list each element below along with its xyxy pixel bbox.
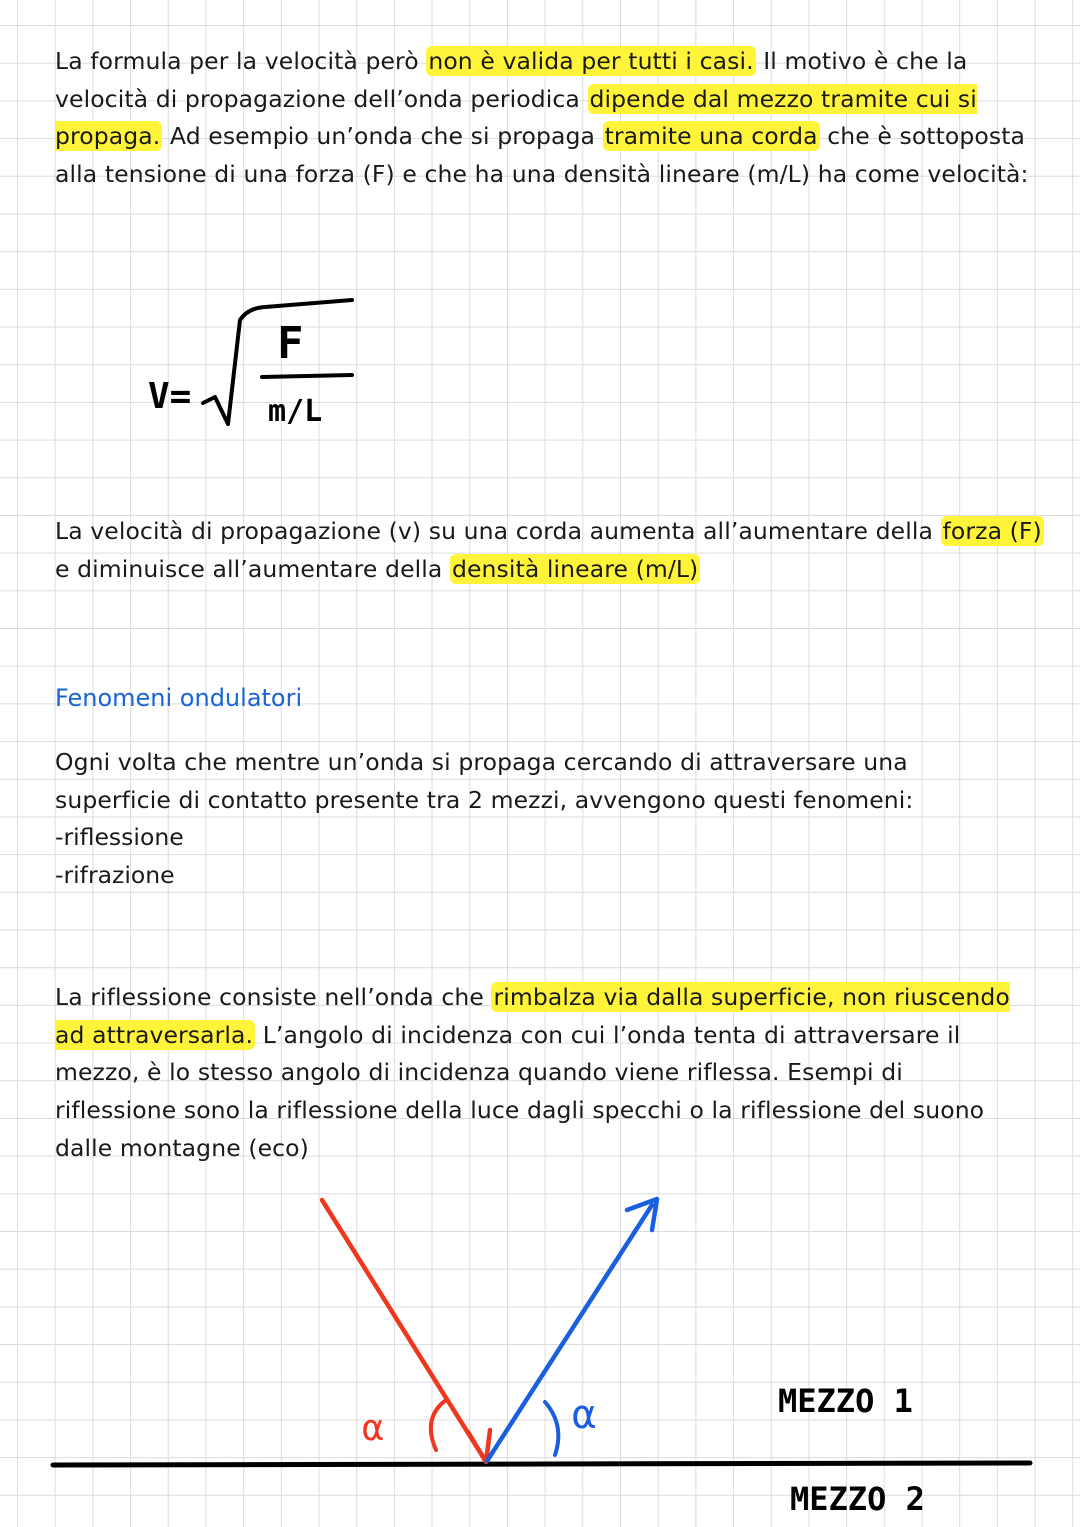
reflected-angle-arc [545, 1402, 558, 1455]
formula-lhs: V= [148, 376, 192, 417]
paragraph-velocity-dependence: La velocità di propagazione (v) su una corda aumenta all’aumentare della forza (F) e diminuisce all’aumentare della densità lineare (m/L) [55, 517, 1042, 583]
paragraph-reflection: La riflessione consiste nell’onda che rimbalza via dalla superficie, non riuscendo ad attraversarla. L’angolo di incidenza con cui l’onda tenta di attraversare il mezzo, è lo stesso angolo di incidenza quando viene riflessa. Esempi di riflessione sono la riflessione della luce dagli specchi o la riflessione del suono dalle montagne (eco) [55, 983, 1010, 1162]
paragraph-velocity-validity: La formula per la velocità però non è valida per tutti i casi. Il motivo è che la velocità di propagazione dell’onda periodica dipende dal mezzo tramite cui si propaga. Ad esempio un’onda che si propaga tramite una corda che è sottoposta alla tensione di una forza (F) e che ha una densità lineare (m/L) ha come velocità: [55, 47, 1029, 189]
highlight-depends-medium: dipende dal mezzo tramite cui si propaga. [55, 84, 977, 151]
highlight-not-valid: non è valida per tutti i casi. [428, 47, 754, 75]
angle-label-incident: α [362, 1408, 384, 1449]
incident-ray [322, 1200, 485, 1460]
incident-arrowhead [468, 1430, 490, 1462]
highlight-density: densità lineare (m/L) [451, 554, 699, 583]
medium-2-label: MEZZO 2 [790, 1480, 925, 1518]
highlight-force: forza (F) [942, 517, 1042, 545]
incident-angle-arc [431, 1400, 446, 1450]
formula-numerator: F [277, 318, 304, 369]
paragraph-phenomena: Ogni volta che mentre un’onda si propaga cercando di attraversare una superficie di contatto presente tra 2 mezzi, avvengono questi fenomeni: [55, 748, 914, 814]
highlight-rope: tramite una corda [604, 122, 818, 151]
medium-1-label: MEZZO 1 [778, 1382, 913, 1420]
formula-denominator: m/L [268, 394, 323, 429]
list-item: -rifrazione [55, 860, 175, 889]
highlight-bounces: rimbalza via dalla superficie, non riuscendo ad attraversarla. [55, 983, 1010, 1049]
list-item: -riflessione [55, 823, 184, 851]
section-title: Fenomeni ondulatori [55, 684, 303, 712]
angle-label-reflected: α [572, 1392, 597, 1438]
surface-line [53, 1463, 1030, 1465]
reflected-ray [487, 1205, 652, 1461]
